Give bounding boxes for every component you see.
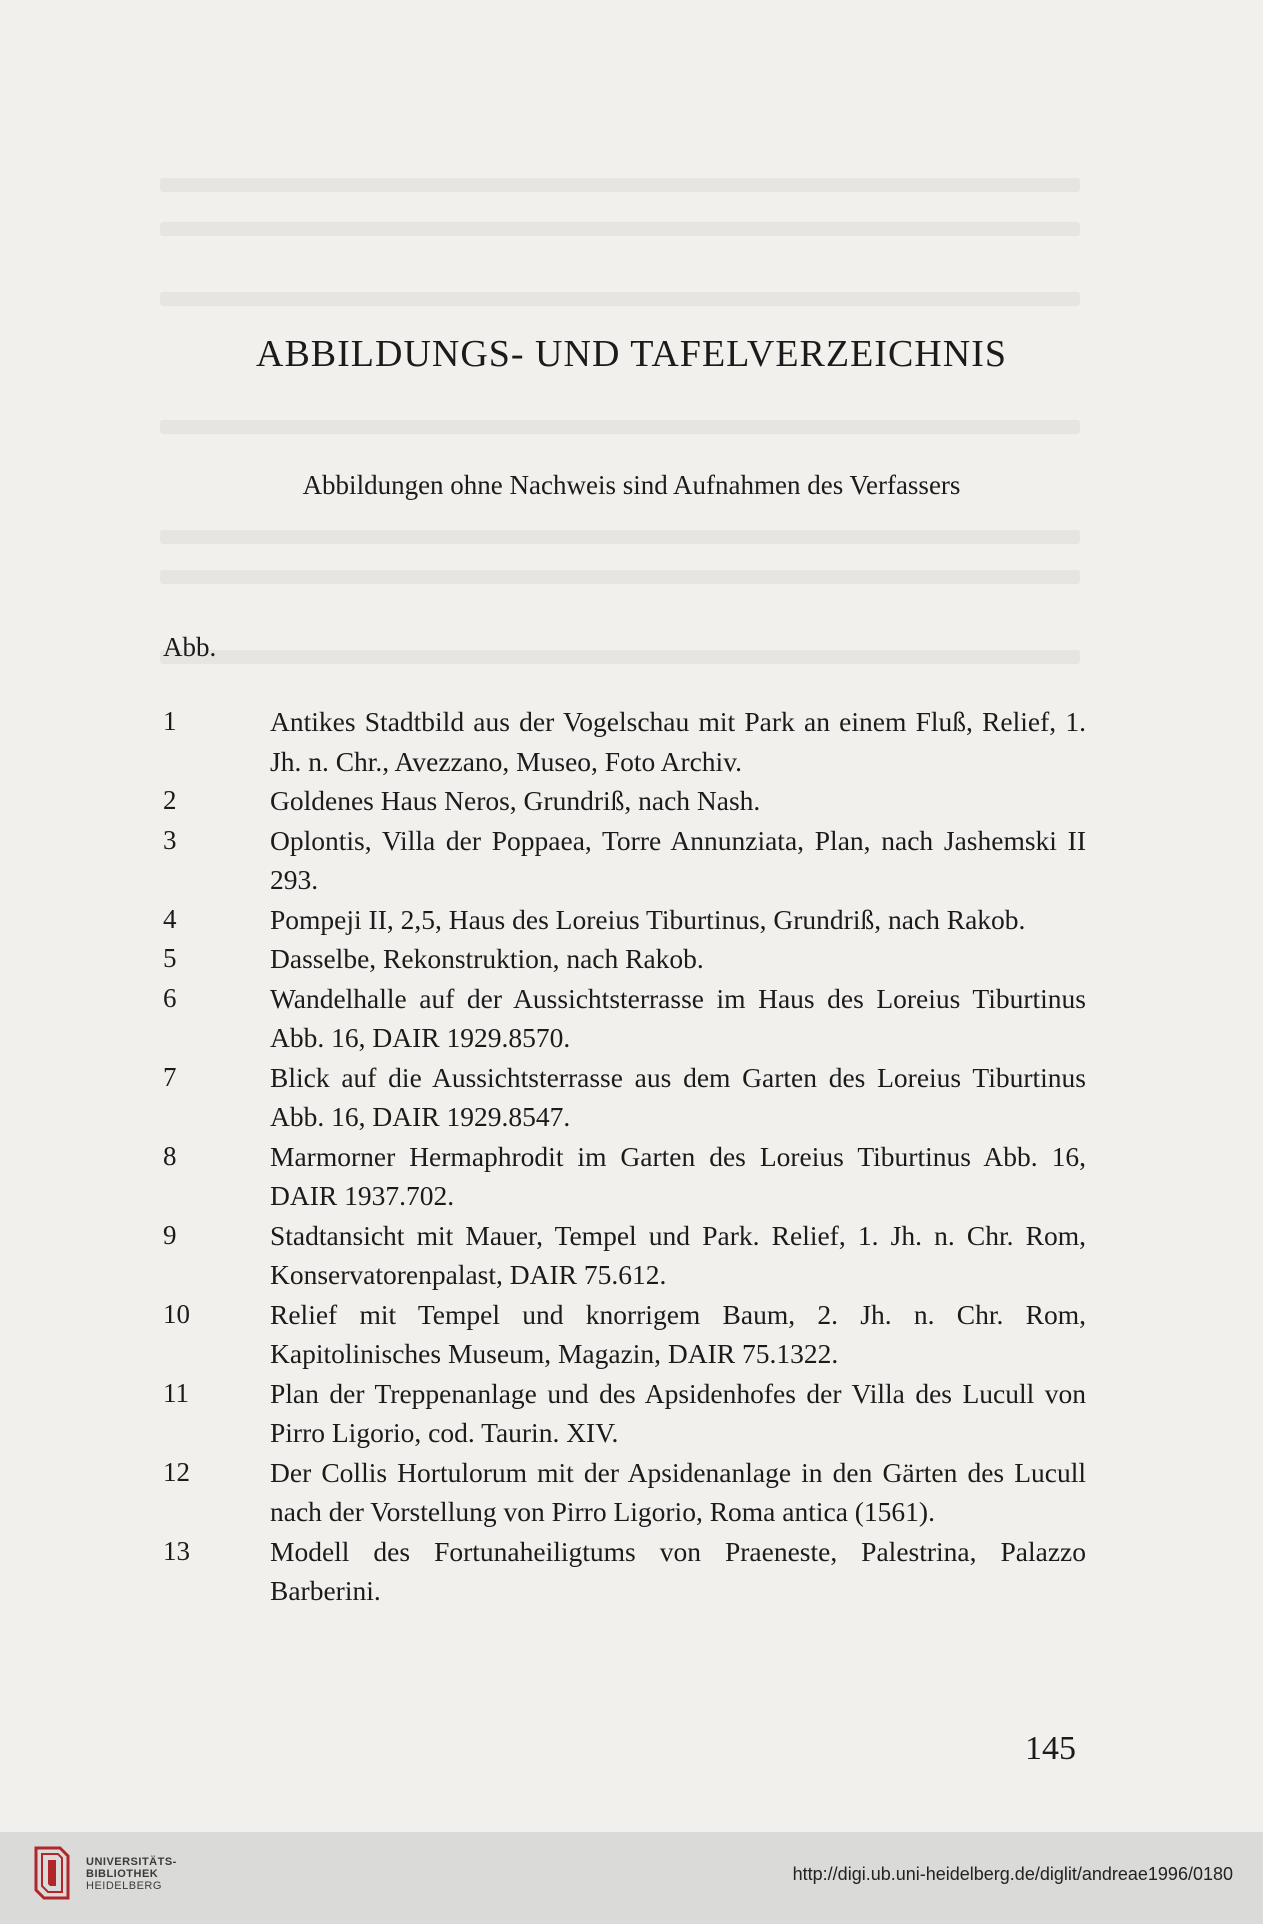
figure-number: 3 [163, 824, 177, 855]
list-item [160, 939, 1086, 979]
bleed-through-line [160, 570, 1080, 584]
logo-line: BIBLIOTHEK [86, 1868, 159, 1880]
bleed-through-line [160, 222, 1080, 236]
list-item [160, 979, 1086, 1058]
list-item [160, 1216, 1086, 1295]
figure-number: 7 [163, 1061, 177, 1092]
list-item [160, 1532, 1086, 1611]
figure-number: 13 [163, 1535, 190, 1566]
bleed-through-line [160, 420, 1080, 434]
library-logo-icon [30, 1844, 74, 1902]
figure-list [160, 702, 1086, 1611]
page-subtitle: Abbildungen ohne Nachweis sind Aufnahmen des Verfassers [302, 470, 961, 500]
abb-column-label: Abb. [163, 632, 217, 662]
figure-caption: Wandelhalle auf der Aussichtsterrasse im Haus des Loreius Tiburtinus Abb. 16, DAIR 1929.8570. [270, 982, 1086, 1053]
figure-number: 8 [163, 1140, 177, 1171]
figure-number: 10 [163, 1298, 190, 1329]
figure-caption: Stadtansicht mit Mauer, Tempel und Park. Relief, 1. Jh. n. Chr. Rom, Konservatorenpalast, DAIR 75.612. [270, 1219, 1086, 1290]
figure-caption: Relief mit Tempel und knorrigem Baum, 2. Jh. n. Chr. Rom, Kapitolinisches Museum, Magazin, DAIR 75.1322. [270, 1298, 1086, 1369]
bleed-through-line [160, 650, 1080, 664]
list-item [160, 781, 1086, 821]
figure-caption: Antikes Stadtbild aus der Vogelschau mit Park an einem Fluß, Relief, 1. Jh. n. Chr., Avezzano, Museo, Foto Archiv. [270, 706, 1086, 777]
library-logo-text [86, 1856, 177, 1892]
figure-number: 12 [163, 1456, 190, 1487]
figure-caption: Dasselbe, Rekonstruktion, nach Rakob. [270, 943, 704, 974]
list-item [160, 1137, 1086, 1216]
list-item [160, 1374, 1086, 1453]
logo-line: HEIDELBERG [86, 1880, 162, 1892]
figure-caption: Goldenes Haus Neros, Grundriß, nach Nash. [270, 785, 761, 816]
figure-number: 5 [163, 943, 177, 973]
source-url-link[interactable]: http://digi.ub.uni-heidelberg.de/diglit/andreae1996/0180 [792, 1864, 1233, 1884]
bleed-through-line [160, 178, 1080, 192]
figure-number: 2 [163, 785, 177, 815]
list-item [160, 900, 1086, 940]
figure-caption: Oplontis, Villa der Poppaea, Torre Annunziata, Plan, nach Jashemski II 293. [270, 824, 1086, 895]
figure-number: 4 [163, 903, 177, 934]
logo-line: UNIVERSITÄTS- [86, 1856, 177, 1868]
bleed-through-line [160, 530, 1080, 544]
list-item [160, 1295, 1086, 1374]
list-item [160, 702, 1086, 781]
figure-number: 11 [163, 1377, 189, 1408]
figure-caption: Plan der Treppenanlage und des Apsidenhofes der Villa des Lucull von Pirro Ligorio, cod. Taurin. XIV. [270, 1377, 1086, 1448]
bleed-through-line [160, 292, 1080, 306]
figure-number: 6 [163, 982, 177, 1013]
page-title: ABBILDUNGS- UND TAFELVERZEICHNIS [256, 333, 1007, 375]
list-item [160, 1058, 1086, 1137]
figure-caption: Der Collis Hortulorum mit der Apsidenanlage in den Gärten des Lucull nach der Vorstellung von Pirro Ligorio, Roma antica (1561). [270, 1456, 1086, 1527]
figure-caption: Marmorner Hermaphrodit im Garten des Loreius Tiburtinus Abb. 16, DAIR 1937.702. [270, 1140, 1086, 1211]
list-item [160, 1453, 1086, 1532]
page-number: 145 [1025, 1730, 1076, 1767]
figure-caption: Blick auf die Aussichtsterrasse aus dem Garten des Loreius Tiburtinus Abb. 16, DAIR 1929.8547. [270, 1061, 1086, 1132]
figure-caption: Pompeji II, 2,5, Haus des Loreius Tiburtinus, Grundriß, nach Rakob. [270, 903, 1026, 935]
figure-caption: Modell des Fortunaheiligtums von Praeneste, Palestrina, Palazzo Barberini. [270, 1535, 1086, 1606]
figure-number: 1 [163, 706, 177, 736]
figure-number: 9 [163, 1219, 177, 1250]
list-item [160, 821, 1086, 900]
